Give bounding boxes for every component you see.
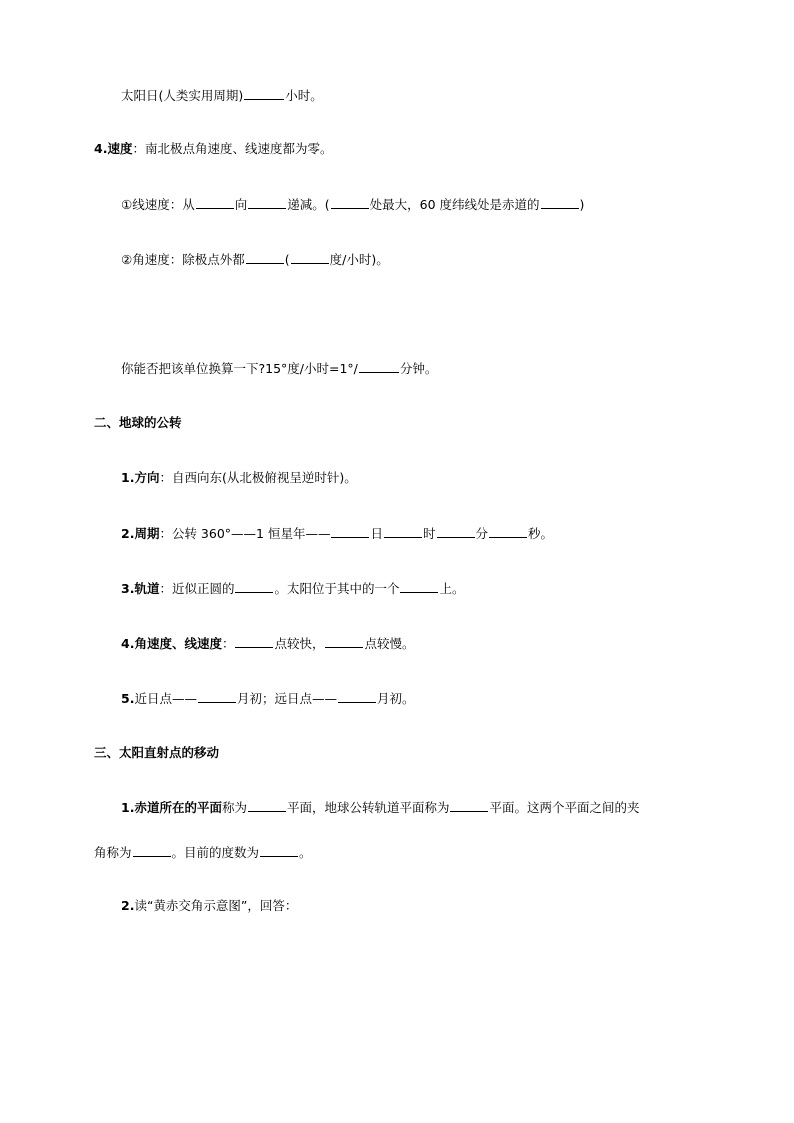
text: 。 [299,845,312,860]
text: 向 [234,197,248,212]
text-line-direction [121,469,357,487]
text-line-equator-plane [121,798,640,816]
blank [248,195,286,209]
blank [325,634,363,648]
text: 你能否把该单位换算一下?15°度/小时=1°/ [121,361,358,376]
text-line-angular-speed [121,250,389,268]
text: 小时。 [285,88,323,103]
text-line-orbit [121,579,465,597]
blank [384,524,422,538]
text: 平面。这两个平面之间的夹 [489,800,640,815]
text: 月初；远日点—— [236,691,337,706]
text: 时 [422,526,436,541]
text: 递减。( [287,197,330,212]
text: 分 [475,526,489,541]
text: 度/小时)。 [329,252,389,267]
blank [260,843,298,857]
text: 点较慢。 [364,636,415,651]
text: ：南北极点角速度、线速度都为零。 [132,141,333,156]
label: 4.角速度、线速度 [121,636,222,651]
text: ：近似正圆的 [159,581,235,596]
text: 秒。 [528,526,554,541]
text: ①线速度：从 [121,197,195,212]
text: ) [579,197,585,212]
text-line-perihelion [121,689,415,707]
blank [338,689,376,703]
text: 。目前的度数为 [171,845,260,860]
blank [331,195,369,209]
blank [235,579,273,593]
label: 2. [121,898,135,913]
blank [359,359,399,373]
text: 近日点—— [134,691,197,706]
text: 平面，地球公转轨道平面称为 [286,800,450,815]
text: 角称为 [94,845,132,860]
blank [248,798,286,812]
text-line-solar-day [121,86,323,104]
text-line-unit-conversion [121,359,437,377]
blank [244,86,284,100]
blank [437,524,475,538]
blank [400,579,438,593]
blank [291,250,329,264]
label: 4.速度 [94,141,133,156]
blank [246,250,284,264]
label: 5. [121,691,135,706]
heading-text: 二、地球的公转 [94,415,182,430]
text-line-angle [94,843,312,861]
text: 上。 [439,581,465,596]
blank [489,524,527,538]
section-heading-direct-point [94,744,219,762]
text: ( [284,252,290,267]
text: ： [221,636,235,651]
text-line-read-diagram [121,897,297,915]
heading-text: 三、太阳直射点的移动 [94,745,220,760]
text: ：公转 360°——1 恒星年—— [159,526,331,541]
label: 1.赤道所在的平面 [121,800,222,815]
text-line-period [121,524,553,542]
blank [450,798,488,812]
label: 2.周期 [121,526,160,541]
text: 。太阳位于其中的一个 [274,581,400,596]
text: 读“黄赤交角示意图”，回答： [134,898,298,913]
text: 分钟。 [399,361,438,376]
text: 日 [370,526,383,541]
text: 处最大，60 度纬线处是赤道的 [369,197,540,212]
text: 称为 [221,800,247,815]
text: 太阳日(人类实用周期) [121,88,244,103]
text-line-linear-speed [121,195,584,213]
blank [198,689,236,703]
label: 3.轨道 [121,581,160,596]
label: 1.方向 [121,470,160,485]
text: ②角速度：除极点外都 [121,252,245,267]
text-line-angular-linear-speed [121,634,415,652]
text-line-speed [94,140,332,158]
blank [331,524,369,538]
blank [541,195,579,209]
blank [196,195,234,209]
blank [235,634,273,648]
text: 月初。 [376,691,415,706]
section-heading-revolution [94,414,182,432]
blank [133,843,171,857]
text: 点较快， [274,636,325,651]
text: ：自西向东(从北极俯视呈逆时针)。 [159,470,357,485]
